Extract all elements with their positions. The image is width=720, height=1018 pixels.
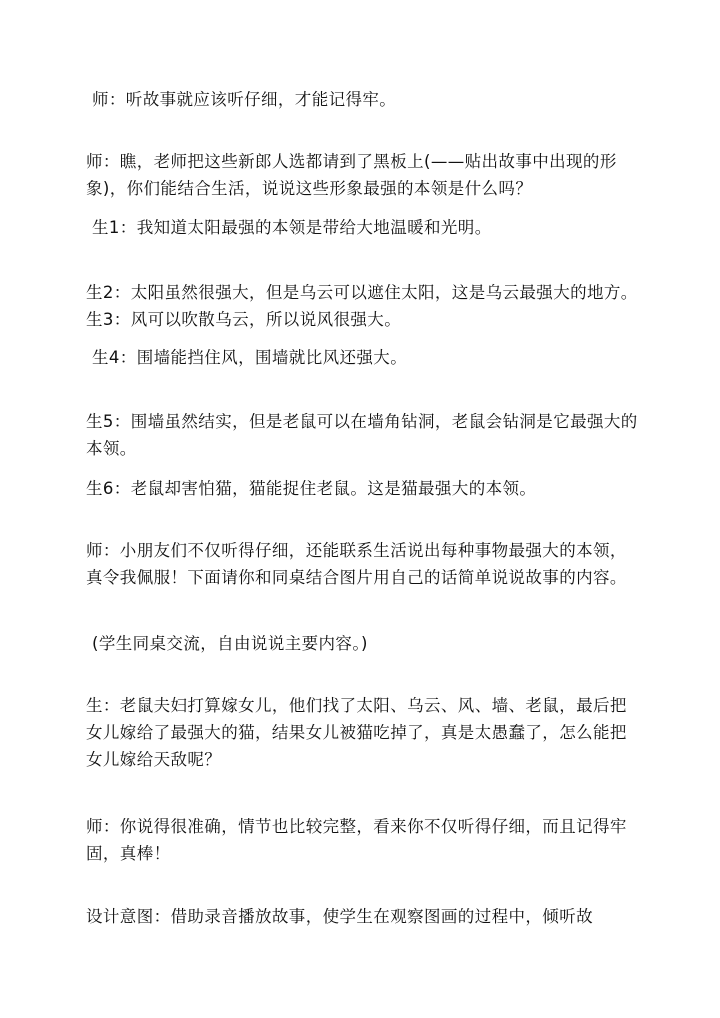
student-4-line: 生4：围墙能挡住风，围墙就比风还强大。 (92, 348, 408, 367)
activity-note: (学生同桌交流，自由说说主要内容。) (92, 634, 368, 653)
student-1-line: 生1：我知道太阳最强的本领是带给大地温暖和光明。 (92, 218, 492, 237)
teacher-line-3: 师：小朋友们不仅听得仔细，还能联系生活说出每种事物最强大的本领，真令我佩服！下面请你和同桌结合图片用自己的话简单说说故事的内容。 (86, 541, 627, 587)
design-intent-line: 设计意图：借助录音播放故事，使学生在观察图画的过程中，倾听故 (86, 907, 593, 926)
student-summary-line: 生：老鼠夫妇打算嫁女儿，他们找了太阳、乌云、风、墙、老鼠，最后把女儿嫁给了最强大的猫，结果女儿被猫吃掉了，真是太愚蠢了，怎么能把女儿嫁给天敌呢？ (86, 696, 627, 769)
teacher-line-1: 师：听故事就应该听仔细，才能记得牢。 (92, 90, 397, 109)
teacher-line-4: 师：你说得很准确，情节也比较完整，看来你不仅听得仔细，而且记得牢固，真棒！ (86, 817, 627, 863)
student-5-line: 生5：围墙虽然结实，但是老鼠可以在墙角钻洞，老鼠会钻洞是它最强大的本领。 (86, 412, 638, 458)
teacher-line-2: 师：瞧，老师把这些新郎人选都请到了黑板上(——贴出故事中出现的形象)，你们能结合生活，说说这些形象最强的本领是什么吗？ (86, 152, 617, 198)
student-2-3-line: 生2：太阳虽然很强大，但是乌云可以遮住太阳，这是乌云最强大的地方。 生3：风可以吹散乌云，所以说风很强大。 (86, 283, 638, 329)
student-6-line: 生6：老鼠却害怕猫，猫能捉住老鼠。这是猫最强大的本领。 (86, 479, 537, 498)
